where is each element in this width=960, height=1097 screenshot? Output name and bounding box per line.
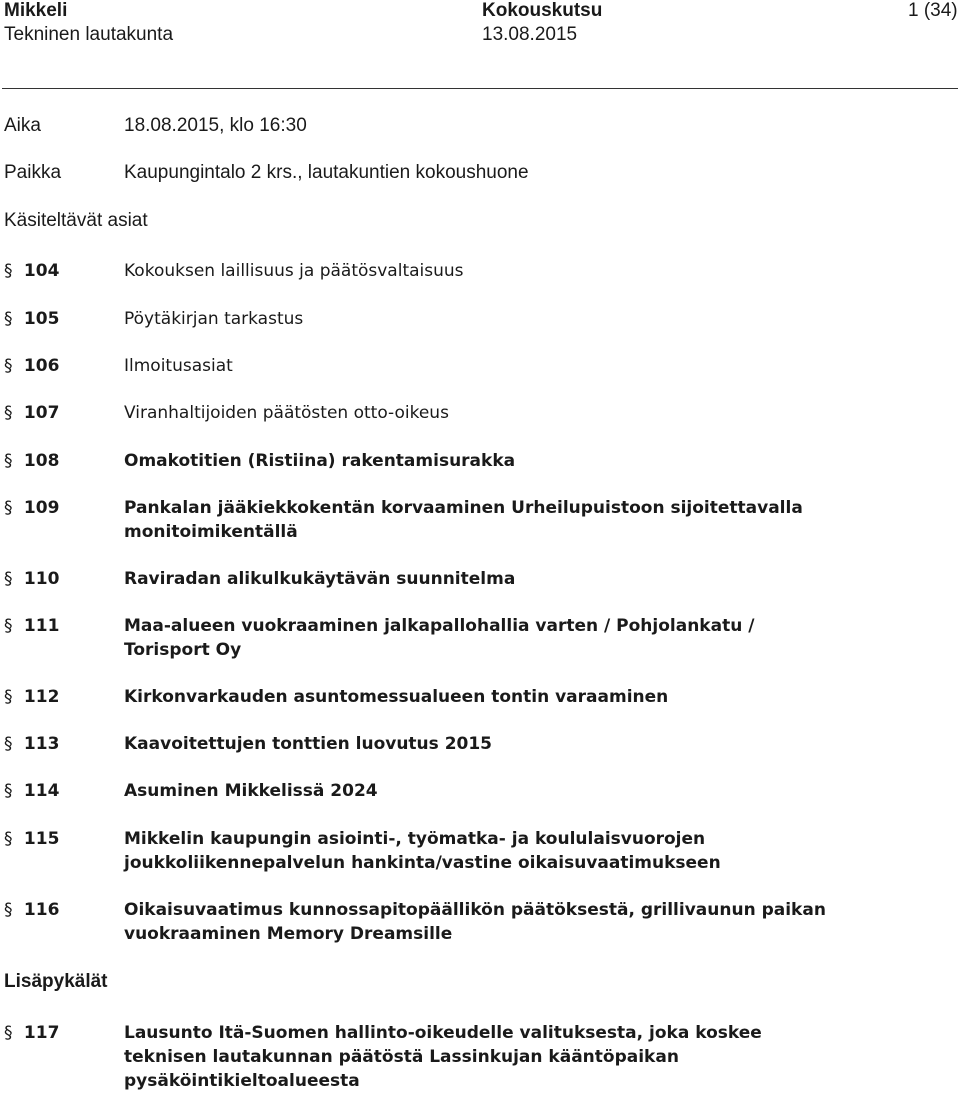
item-number <box>4 449 59 473</box>
section-symbol: § <box>4 261 13 281</box>
section-symbol: § <box>4 829 13 849</box>
item-number <box>4 827 59 851</box>
item-number-text: 113 <box>23 734 60 754</box>
section-symbol: § <box>4 687 13 707</box>
item-title: Kirkonvarkauden asuntomessualueen tontin varaaminen <box>124 687 669 707</box>
document-header <box>4 0 956 90</box>
section-symbol: § <box>4 309 13 329</box>
item-number-text: 109 <box>23 498 60 518</box>
item-title: Ilmoitusasiat <box>124 356 233 376</box>
item-title: Mikkelin kaupungin asiointi-, työmatka- ja koululaisvuorojen joukkoliikennepalvelun hankinta/vastine oikaisuvaatimukseen <box>124 829 721 873</box>
item-number <box>4 779 59 803</box>
item-number-text: 111 <box>23 616 60 636</box>
city-name: Mikkeli <box>4 0 68 21</box>
section-symbol: § <box>4 734 13 754</box>
attachments-section-title: Lisäpykälät <box>4 971 108 992</box>
section-symbol: § <box>4 356 13 376</box>
section-symbol: § <box>4 569 13 589</box>
section-symbol: § <box>4 498 13 518</box>
board-name: Tekninen lautakunta <box>4 24 174 45</box>
section-symbol: § <box>4 1023 13 1043</box>
place-value: Kaupungintalo 2 krs., lautakuntien kokoushuone <box>124 162 529 183</box>
time-label: Aika <box>4 115 41 136</box>
item-title: Raviradan alikulkukäytävän suunnitelma <box>124 569 516 589</box>
item-number <box>4 354 59 378</box>
item-title: Lausunto Itä-Suomen hallinto-oikeudelle valituksesta, joka koskee teknisen lautakunnan päätöstä Lassinkujan kääntöpaikan pysäköintikieltoalueesta <box>124 1023 762 1091</box>
item-title: Maa-alueen vuokraaminen jalkapallohallia varten / Pohjolankatu / Torisport Oy <box>124 616 755 660</box>
item-number-text: 108 <box>23 451 60 471</box>
item-number <box>4 898 59 922</box>
item-number <box>4 1021 59 1045</box>
item-number <box>4 307 59 331</box>
section-symbol: § <box>4 616 13 636</box>
item-number-text: 117 <box>23 1023 60 1043</box>
item-title: Pankalan jääkiekkokentän korvaaminen Urheilupuistoon sijoitettavalla monitoimikentällä <box>124 498 803 542</box>
time-value: 18.08.2015, klo 16:30 <box>124 115 307 136</box>
document-date: 13.08.2015 <box>482 24 578 45</box>
item-title: Kaavoitettujen tonttien luovutus 2015 <box>124 734 493 754</box>
item-number <box>4 685 59 709</box>
section-symbol: § <box>4 900 13 920</box>
item-number-text: 110 <box>23 569 60 589</box>
item-number <box>4 567 59 591</box>
section-symbol: § <box>4 781 13 801</box>
item-number-text: 106 <box>23 356 60 376</box>
item-number <box>4 614 59 638</box>
item-number-text: 116 <box>23 900 60 920</box>
item-number-text: 105 <box>23 309 60 329</box>
item-title: Pöytäkirjan tarkastus <box>124 309 304 329</box>
page-number: 1 (34) <box>908 0 958 21</box>
place-label: Paikka <box>4 162 62 183</box>
item-number <box>4 732 59 756</box>
item-number <box>4 496 59 520</box>
item-title: Omakotitien (Ristiina) rakentamisurakka <box>124 451 516 471</box>
section-symbol: § <box>4 403 13 423</box>
header-divider <box>2 88 958 89</box>
item-number-text: 115 <box>23 829 60 849</box>
item-number-text: 104 <box>23 261 60 281</box>
item-title: Asuminen Mikkelissä 2024 <box>124 781 378 801</box>
agenda-section-title: Käsiteltävät asiat <box>4 210 148 231</box>
item-number-text: 112 <box>23 687 60 707</box>
item-number <box>4 259 59 283</box>
item-number-text: 114 <box>23 781 60 801</box>
item-title: Oikaisuvaatimus kunnossapitopäällikön päätöksestä, grillivaunun paikan vuokraaminen Memory Dreamsille <box>124 900 826 944</box>
item-number <box>4 401 59 425</box>
item-number-text: 107 <box>23 403 60 423</box>
document-type: Kokouskutsu <box>482 0 603 21</box>
item-title: Viranhaltijoiden päätösten otto-oikeus <box>124 403 449 423</box>
item-title: Kokouksen laillisuus ja päätösvaltaisuus <box>124 261 464 281</box>
section-symbol: § <box>4 451 13 471</box>
